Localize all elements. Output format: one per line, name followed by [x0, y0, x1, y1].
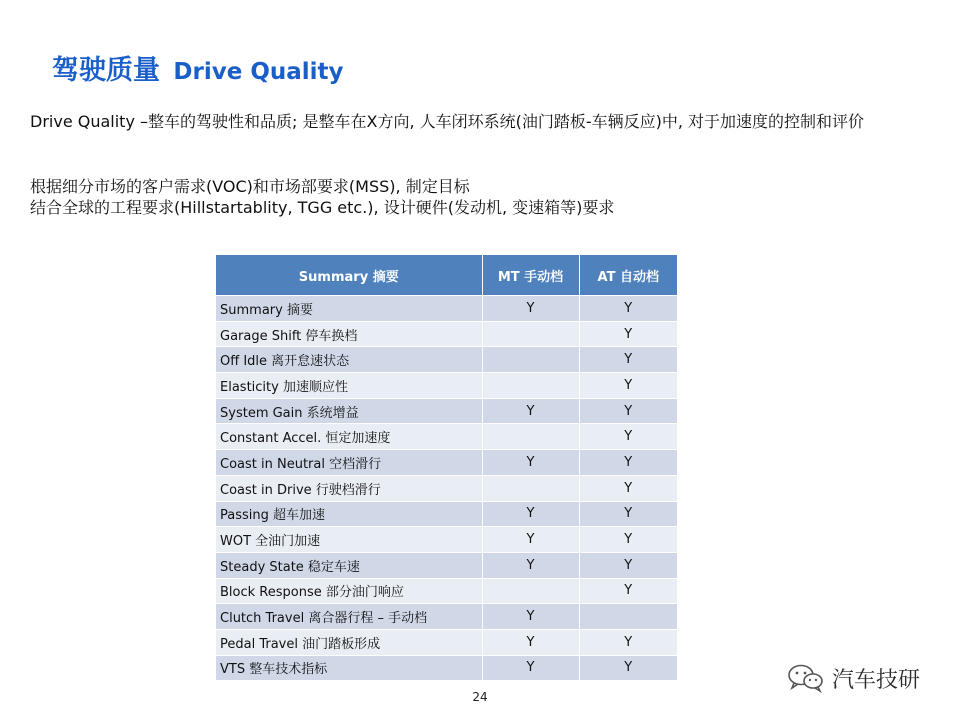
mt-cell: Y: [482, 527, 579, 553]
row-label: Summary 摘要: [216, 296, 482, 322]
table-row: [216, 450, 677, 476]
table-row: [216, 347, 677, 373]
at-cell: Y: [579, 450, 677, 476]
title-zh: 驾驶质量: [52, 55, 160, 86]
at-cell: Y: [579, 373, 677, 399]
at-cell: Y: [579, 527, 677, 553]
mt-cell: [482, 373, 579, 399]
at-cell: Y: [579, 475, 677, 501]
mt-cell: [482, 578, 579, 604]
at-cell: Y: [579, 578, 677, 604]
table-row: [216, 321, 677, 347]
at-cell: Y: [579, 347, 677, 373]
definition-paragraph: Drive Quality –整车的驾驶性和品质; 是整车在X方向, 人车闭环系统(油门踏板-车辆反应)中, 对于加速度的控制和评价: [30, 112, 865, 131]
watermark-text: 汽车技研: [832, 667, 921, 693]
row-label: Pedal Travel 油门踏板形成: [216, 629, 482, 655]
table-row: [216, 296, 677, 322]
row-label: Coast in Neutral 空档滑行: [216, 450, 482, 476]
header-at: AT 自动档: [579, 255, 677, 296]
row-label: System Gain 系统增益: [216, 398, 482, 424]
at-cell: Y: [579, 552, 677, 578]
requirements-line-2: 结合全球的工程要求(Hillstartablity, TGG etc.), 设计硬件(发动机, 变速箱等)要求: [30, 198, 615, 217]
table-row: [216, 398, 677, 424]
header-summary: Summary 摘要: [216, 255, 482, 296]
row-label: Elasticity 加速顺应性: [216, 373, 482, 399]
page-title: [52, 48, 344, 87]
requirements-paragraph: [30, 176, 930, 218]
mt-cell: Y: [482, 604, 579, 630]
table-row: [216, 424, 677, 450]
table-row: [216, 552, 677, 578]
mt-cell: Y: [482, 552, 579, 578]
at-cell: Y: [579, 424, 677, 450]
row-label: WOT 全油门加速: [216, 527, 482, 553]
mt-cell: [482, 321, 579, 347]
mt-cell: Y: [482, 655, 579, 680]
table-row: [216, 604, 677, 630]
at-cell: Y: [579, 655, 677, 680]
at-cell: Y: [579, 629, 677, 655]
row-label: Steady State 稳定车速: [216, 552, 482, 578]
table-row: [216, 501, 677, 527]
watermark: [786, 662, 920, 694]
header-mt: MT 手动档: [482, 255, 579, 296]
table-row: [216, 578, 677, 604]
at-cell: Y: [579, 501, 677, 527]
title-en: Drive Quality: [173, 59, 344, 85]
requirements-line-1: 根据细分市场的客户需求(VOC)和市场部要求(MSS), 制定目标: [30, 177, 470, 196]
wechat-icon: [786, 663, 826, 693]
at-cell: Y: [579, 398, 677, 424]
table-row: [216, 373, 677, 399]
at-cell: Y: [579, 296, 677, 322]
table-row: [216, 629, 677, 655]
table-row: [216, 475, 677, 501]
mt-cell: Y: [482, 296, 579, 322]
mt-cell: [482, 347, 579, 373]
row-label: VTS 整车技术指标: [216, 655, 482, 680]
row-label: Constant Accel. 恒定加速度: [216, 424, 482, 450]
mt-cell: Y: [482, 629, 579, 655]
row-label: Clutch Travel 离合器行程 – 手动档: [216, 604, 482, 630]
mt-cell: Y: [482, 398, 579, 424]
page-number: 24: [472, 690, 488, 704]
summary-table: [216, 255, 677, 680]
mt-cell: [482, 424, 579, 450]
table-header-row: [216, 255, 677, 296]
row-label: Off Idle 离开怠速状态: [216, 347, 482, 373]
table-row: [216, 527, 677, 553]
mt-cell: Y: [482, 501, 579, 527]
mt-cell: Y: [482, 450, 579, 476]
table-row: [216, 655, 677, 680]
at-cell: [579, 604, 677, 630]
mt-cell: [482, 475, 579, 501]
row-label: Block Response 部分油门响应: [216, 578, 482, 604]
row-label: Coast in Drive 行驶档滑行: [216, 475, 482, 501]
row-label: Garage Shift 停车换档: [216, 321, 482, 347]
at-cell: Y: [579, 321, 677, 347]
row-label: Passing 超车加速: [216, 501, 482, 527]
